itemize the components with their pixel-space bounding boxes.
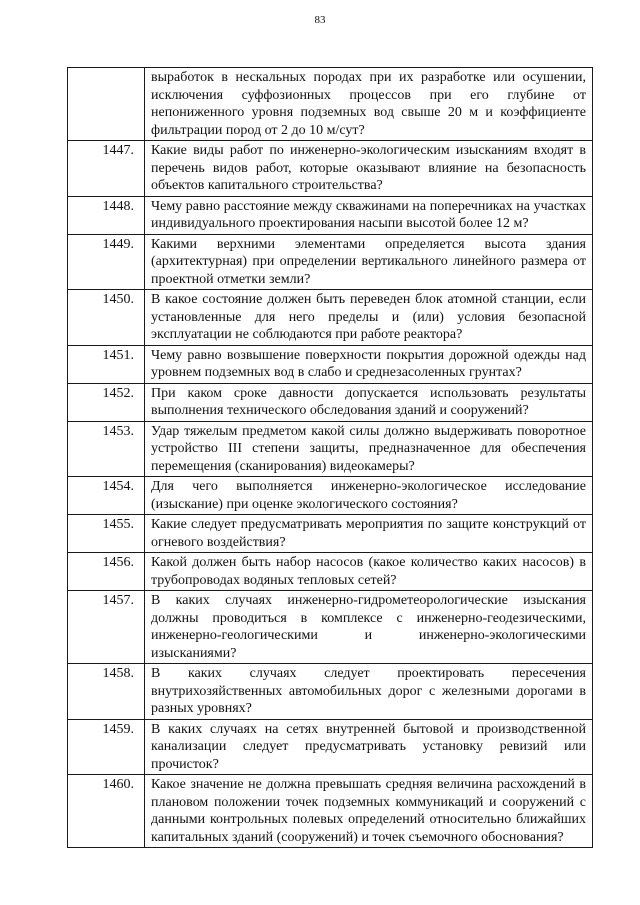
question-text: В каких случаях следует проектировать пересечения внутрихозяйственных автомобильных дорог с железными дорогами в разных уровнях? [145, 664, 593, 720]
question-text: Для чего выполняется инженерно-экологическое исследование (изыскание) при оценке экологического состояния? [145, 477, 593, 515]
question-number: 1457. [68, 591, 145, 664]
question-number: 1458. [68, 664, 145, 720]
question-text: При каком сроке давности допускается использовать результаты выполнения технического обследования зданий и сооружений? [145, 383, 593, 421]
table-row [68, 553, 593, 591]
question-number: 1448. [68, 196, 145, 234]
table-row [68, 383, 593, 421]
question-text: выработок в нескальных породах при их разработке или осушении, исключения суффозионных процессов при его глубине от непониженного уровня подземных вод свыше 20 м и коэффициенте фильтрации пород от 2 до 10 м/сут? [145, 68, 593, 141]
question-text: Чему равно возвышение поверхности покрытия дорожной одежды над уровнем подземных вод в слабо и среднезасоленных грунтах? [145, 345, 593, 383]
question-number: 1451. [68, 345, 145, 383]
question-number: 1447. [68, 141, 145, 197]
table-row [68, 477, 593, 515]
table-row [68, 421, 593, 477]
question-text: Какие виды работ по инженерно-экологическим изысканиям входят в перечень видов работ, которые оказывают влияние на безопасность объектов капитального строительства? [145, 141, 593, 197]
question-number: 1459. [68, 719, 145, 775]
question-number: 1460. [68, 775, 145, 848]
table-row [68, 345, 593, 383]
table-row [68, 234, 593, 290]
table-row [68, 719, 593, 775]
page-number: 83 [314, 14, 326, 26]
table-row [68, 775, 593, 848]
questions-table [67, 67, 593, 848]
question-text: Какие следует предусматривать мероприятия по защите конструкций от огневого воздействия? [145, 515, 593, 553]
table-row [68, 68, 593, 141]
table-row [68, 141, 593, 197]
table-row [68, 196, 593, 234]
question-text: Какой должен быть набор насосов (какое количество каких насосов) в трубопроводах водяных тепловых сетей? [145, 553, 593, 591]
question-number: 1452. [68, 383, 145, 421]
question-number: 1456. [68, 553, 145, 591]
question-number: 1453. [68, 421, 145, 477]
question-text: В каких случаях инженерно-гидрометеорологические изыскания должны проводиться в комплексе с инженерно-геодезическими, инженерно-геологическими и инженерно-экологическими изысканиями? [145, 591, 593, 664]
question-text: В какое состояние должен быть переведен блок атомной станции, если установленные для него пределы и (или) условия безопасной эксплуатации не соблюдаются при работе реактора? [145, 290, 593, 346]
question-text: Какими верхними элементами определяется высота здания (архитектурная) при определении вертикального линейного размера от проектной отметки земли? [145, 234, 593, 290]
question-number: 1454. [68, 477, 145, 515]
question-text: Удар тяжелым предметом какой силы должно выдерживать поворотное устройство III степени защиты, предназначенное для обеспечения перемещения (сканирования) видеокамеры? [145, 421, 593, 477]
question-number [68, 68, 145, 141]
question-text: Чему равно расстояние между скважинами на поперечниках на участках индивидуального проектирования насыпи высотой более 12 м? [145, 196, 593, 234]
question-number: 1449. [68, 234, 145, 290]
question-text: В каких случаях на сетях внутренней бытовой и производственной канализации следует предусматривать установку ревизий или прочисток? [145, 719, 593, 775]
question-number: 1450. [68, 290, 145, 346]
table-row [68, 591, 593, 664]
table-row [68, 515, 593, 553]
question-number: 1455. [68, 515, 145, 553]
table-row [68, 664, 593, 720]
question-text: Какое значение не должна превышать средняя величина расхождений в плановом положении точек подземных коммуникаций и сооружений с данными контрольных полевых определений относительно ближайших капитальных зданий (сооружений) и точек съемочного обоснования? [145, 775, 593, 848]
table-row [68, 290, 593, 346]
